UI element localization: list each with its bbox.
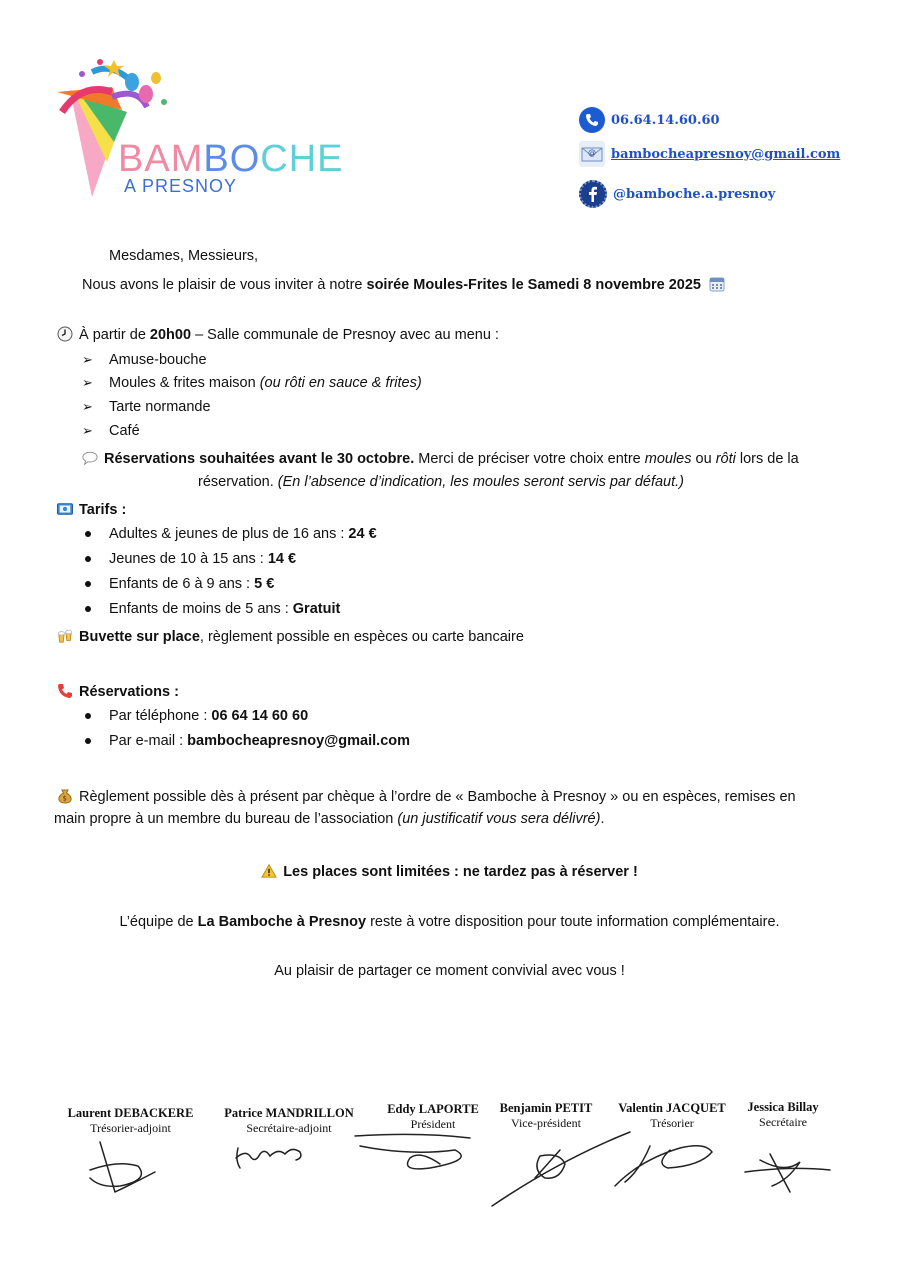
reservation-text-2: lors de la: [735, 451, 799, 467]
menu-item-text: Café: [109, 423, 140, 439]
bullet-dot: [85, 581, 91, 587]
menu-item-text: Moules & frites maison: [109, 375, 260, 391]
brand-tagline: A PRESNOY: [124, 176, 238, 196]
signatory-role: Secrétaire-adjoint: [246, 1121, 332, 1135]
payment-end: .: [600, 811, 605, 827]
calendar-icon: [709, 276, 725, 292]
email-icon: [579, 141, 605, 167]
reservation-default-note: (En l’absence d’indication, les moules seront servis par défaut.): [277, 474, 685, 490]
tarif-price: 24 €: [348, 526, 377, 542]
payment-line-1: [57, 788, 796, 805]
payment-note: (un justificatif vous sera délivré): [397, 811, 601, 827]
reservation-deadline: Réservations souhaitées avant le 30 octobre.: [104, 451, 415, 467]
signature-2-stroke: [236, 1148, 301, 1168]
drinks-icon: [57, 628, 73, 644]
telephone-receiver-icon: [57, 683, 73, 699]
handwritten-signatures: [0, 1120, 899, 1220]
tarif-price: Gratuit: [292, 601, 341, 617]
menu-item: [109, 375, 422, 391]
tarif-item: [109, 526, 377, 542]
reservation-text-1: Merci de préciser votre choix entre: [414, 451, 645, 467]
signatory-name: Laurent DEBACKERE: [67, 1106, 194, 1120]
signature-1-stroke: [90, 1142, 155, 1192]
choice-or: ou: [691, 451, 716, 467]
warning-icon: [261, 863, 277, 879]
reservation-line-2: réservation.: [198, 474, 278, 490]
payment-line-2: [54, 811, 604, 827]
tarif-item: [109, 601, 340, 617]
tarif-price: 5 €: [254, 576, 275, 592]
arrow-bullet-icon: ➢: [82, 423, 93, 438]
bullet-dot: [85, 713, 91, 719]
signatory-name: Jessica Billay: [747, 1100, 819, 1114]
signature-5-stroke: [615, 1146, 712, 1186]
contact-facebook-text[interactable]: @bamboche.a.presnoy: [613, 186, 776, 202]
brand-name: [118, 138, 344, 181]
reservations-title: Réservations :: [79, 684, 179, 700]
signatory-role: Vice-président: [511, 1116, 581, 1130]
signature-3-stroke: [355, 1134, 470, 1168]
menu-item: [109, 399, 211, 415]
contact-email: [579, 141, 840, 167]
brand-part-1: BAM: [118, 138, 204, 180]
logo: [52, 52, 352, 202]
closing-line: Au plaisir de partager ce moment convivial avec vous !: [274, 963, 625, 979]
intro-line: [82, 276, 731, 293]
reservation-deadline-line: [82, 450, 799, 467]
res-phone-label: Par téléphone :: [109, 708, 212, 724]
speech-bubble-icon: [82, 450, 98, 466]
choice-roti: rôti: [715, 451, 736, 467]
contact-phone: [579, 107, 720, 133]
tarif-price: 14 €: [267, 551, 297, 567]
contact-phone-text[interactable]: 06.64.14.60.60: [611, 112, 720, 128]
tarifs-title: Tarifs :: [79, 502, 127, 518]
tarif-label: Enfants de moins de 5 ans :: [109, 601, 293, 617]
intro-event-date: soirée Moules-Frites le Samedi 8 novembre 2025: [366, 277, 701, 293]
svg-text:@: @: [588, 148, 596, 157]
reservation-phone-item: [109, 708, 308, 724]
signature-6-stroke: [745, 1154, 830, 1192]
bullet-dot: [85, 738, 91, 744]
brand-part-3: CHE: [260, 138, 344, 180]
signature-4-stroke: [492, 1132, 630, 1206]
svg-text:$: $: [62, 794, 67, 803]
salutation: Mesdames, Messieurs,: [109, 248, 259, 264]
signatory-role: Secrétaire: [759, 1115, 807, 1129]
contact-email-link[interactable]: bambocheapresnoy@gmail.com: [611, 146, 841, 162]
time-line: [57, 326, 499, 343]
time-prefix: À partir de: [79, 327, 150, 343]
bullet-dot: [85, 606, 91, 612]
tarif-item: [109, 576, 274, 592]
clock-icon: [57, 326, 73, 342]
tarifs-heading: [57, 501, 126, 518]
warning-line: [0, 863, 899, 880]
choice-moules: moules: [644, 451, 692, 467]
start-time: 20h00: [149, 327, 192, 343]
team-line: [0, 914, 899, 930]
payment-text-2: main propre à un membre du bureau de l’association: [54, 811, 398, 827]
contact-facebook: [579, 180, 775, 208]
team-prefix: L’équipe de: [119, 914, 198, 930]
reservations-heading: [57, 683, 179, 700]
money-bag-icon: [57, 788, 73, 804]
arrow-bullet-icon: ➢: [82, 399, 93, 414]
tarif-label: Enfants de 6 à 9 ans :: [109, 576, 255, 592]
signatory-name: Benjamin PETIT: [499, 1101, 593, 1115]
menu-item-text: Tarte normande: [109, 399, 211, 415]
signatory-role: Trésorier: [650, 1116, 694, 1130]
res-email-label: Par e-mail :: [109, 733, 188, 749]
buvette-line: [57, 628, 524, 645]
menu-item-text: Amuse-bouche: [109, 352, 207, 368]
warning-text: Les places sont limitées : ne tardez pas à réserver !: [283, 864, 638, 880]
res-phone-number[interactable]: 06 64 14 60 60: [211, 708, 309, 724]
time-suffix: – Salle communale de Presnoy avec au menu :: [191, 327, 499, 343]
tarif-item: [109, 551, 296, 567]
signatory-name: Valentin JACQUET: [618, 1101, 726, 1115]
facebook-icon: [579, 180, 607, 208]
money-icon: [57, 501, 73, 517]
menu-item: [109, 352, 207, 368]
buvette-text: , règlement possible en espèces ou carte bancaire: [199, 629, 524, 645]
signatory-role: Trésorier-adjoint: [90, 1121, 171, 1135]
reservation-email-item: [109, 733, 410, 749]
signatory-name: Patrice MANDRILLON: [224, 1106, 354, 1120]
tarif-label: Jeunes de 10 à 15 ans :: [109, 551, 268, 567]
tarif-label: Adultes & jeunes de plus de 16 ans :: [109, 526, 349, 542]
bullet-dot: [85, 556, 91, 562]
menu-item: [109, 423, 140, 439]
res-email-address[interactable]: bambocheapresnoy@gmail.com: [187, 733, 411, 749]
phone-icon: [579, 107, 605, 133]
buvette-title: Buvette sur place: [79, 629, 200, 645]
brand-part-2: BO: [203, 138, 261, 180]
signatory-name: Eddy LAPORTE: [387, 1102, 479, 1116]
arrow-bullet-icon: ➢: [82, 352, 93, 367]
signatory-role: Président: [410, 1117, 456, 1131]
reservation-note-line: [198, 474, 684, 490]
arrow-bullet-icon: ➢: [82, 375, 93, 390]
team-name: La Bamboche à Presnoy: [197, 914, 367, 930]
menu-item-note: (ou rôti en sauce & frites): [259, 375, 422, 391]
team-suffix: reste à votre disposition pour toute information complémentaire.: [366, 914, 780, 930]
payment-text-1: Règlement possible dès à présent par chèque à l’ordre de « Bamboche à Presnoy » ou en espèces, remises en: [79, 789, 796, 805]
intro-prefix: Nous avons le plaisir de vous inviter à notre: [82, 277, 367, 293]
bullet-dot: [85, 531, 91, 537]
